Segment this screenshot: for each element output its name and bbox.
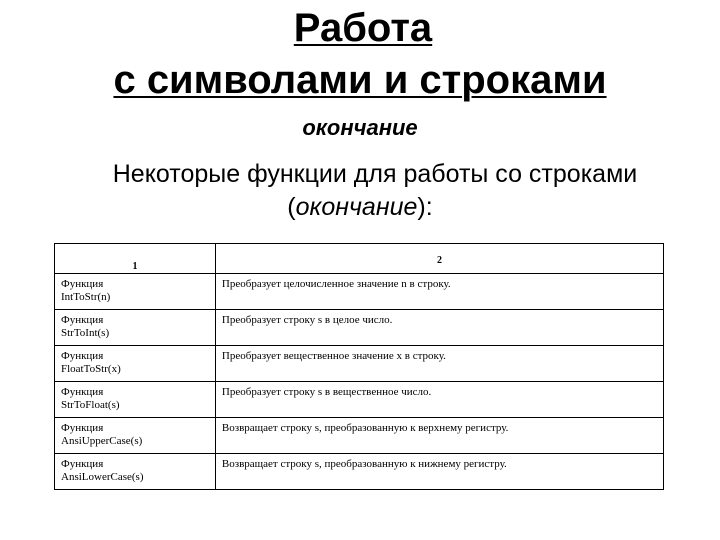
column-header-1: 1 (132, 261, 138, 272)
function-name: StrToFloat(s) (61, 399, 120, 411)
function-name: AnsiLowerCase(s) (61, 471, 144, 483)
slide-title (0, 2, 720, 106)
heading-close-paren: ): (417, 193, 433, 221)
table-row (55, 346, 664, 382)
function-name-cell (55, 310, 216, 346)
heading-line-1: Некоторые функции для работы со строками (112, 160, 638, 188)
table-row (55, 418, 664, 454)
functions-table (54, 243, 664, 490)
function-name: AnsiUpperCase(s) (61, 435, 143, 447)
function-name: FloatToStr(x) (61, 363, 121, 375)
heading-italic-part: окончание (295, 193, 418, 221)
function-name: StrToInt(s) (61, 327, 110, 339)
function-description: Возвращает строку s, преобразованную к верхнему регистру. (215, 418, 663, 454)
function-keyword: Функция (61, 458, 104, 470)
function-keyword: Функция (61, 422, 104, 434)
function-keyword: Функция (61, 278, 104, 290)
table-header-cell (55, 244, 216, 274)
table-row (55, 454, 664, 490)
function-name-cell (55, 274, 216, 310)
column-header-2: 2 (436, 255, 442, 266)
slide-subtitle: окончание (302, 115, 418, 140)
function-description: Преобразует строку s в вещественное число. (215, 382, 663, 418)
function-keyword: Функция (61, 314, 104, 326)
function-description: Возвращает строку s, преобразованную к нижнему регистру. (215, 454, 663, 490)
title-line-2: с символами и строками (113, 58, 607, 102)
function-keyword: Функция (61, 386, 104, 398)
table-header-cell (215, 244, 663, 274)
function-description: Преобразует вещественное значение x в строку. (215, 346, 663, 382)
table-row (55, 310, 664, 346)
function-keyword: Функция (61, 350, 104, 362)
section-heading (0, 158, 720, 224)
function-description: Преобразует целочисленное значение n в строку. (215, 274, 663, 310)
function-name-cell (55, 346, 216, 382)
table-header-row (55, 244, 664, 274)
function-description: Преобразует строку s в целое число. (215, 310, 663, 346)
function-name-cell (55, 382, 216, 418)
function-name-cell (55, 418, 216, 454)
heading-line-2 (0, 191, 720, 224)
heading-open-paren: ( (287, 193, 296, 221)
function-name: IntToStr(n) (61, 291, 111, 303)
table-body (55, 274, 664, 490)
table-row (55, 382, 664, 418)
function-name-cell (55, 454, 216, 490)
table-row (55, 274, 664, 310)
title-line-1: Работа (293, 6, 433, 50)
